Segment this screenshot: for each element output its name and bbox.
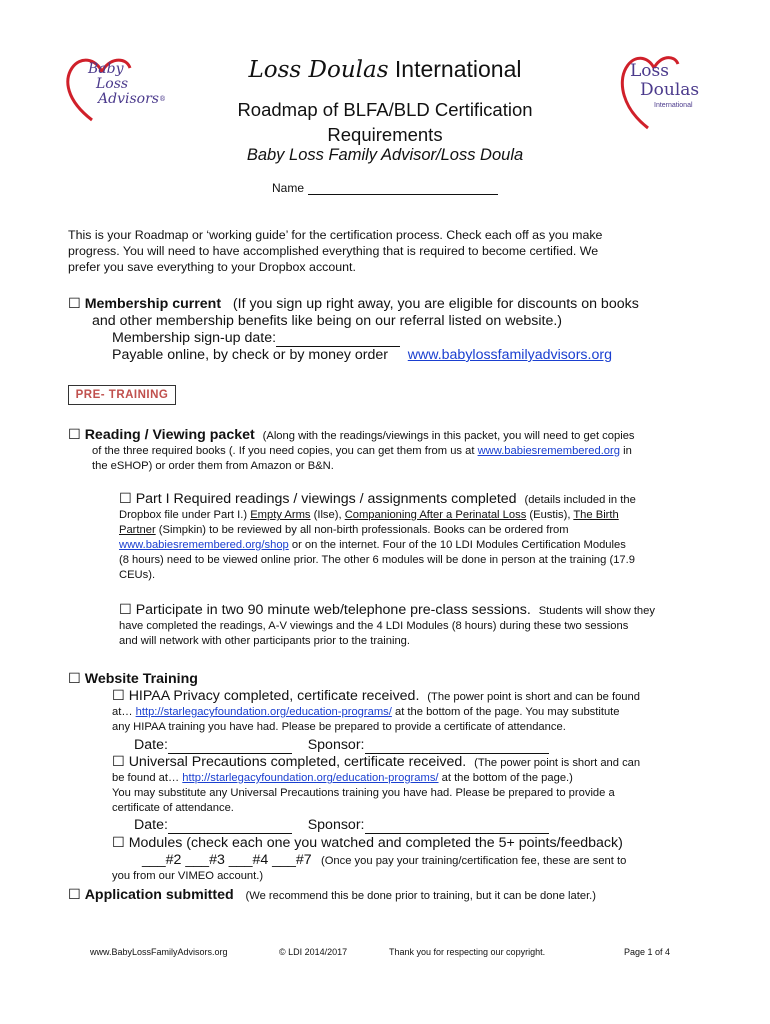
modules-items[interactable]: ___#2 ___#3 ___#4 ___#7: [142, 852, 312, 868]
logo-left-line2: Loss: [96, 76, 129, 92]
modules-text: you from our VIMEO account.): [112, 870, 264, 882]
membership-signup-blank[interactable]: [276, 332, 400, 347]
reading-title: Reading / Viewing packet: [84, 427, 255, 443]
hipaa-text: any HIPAA training you have had. Please be prepared to provide a certificate of attendance.: [112, 721, 566, 733]
sessions-checkbox[interactable]: ☐: [119, 602, 132, 618]
book-empty-arms: Empty Arms: [250, 509, 311, 521]
logo-right-line2: Doulas: [640, 80, 700, 100]
page-title: [0, 56, 770, 83]
up-text: be found at…: [112, 772, 183, 784]
membership-desc: (If you sign up right away, you are eligible for discounts on books: [232, 296, 639, 312]
reading-checkbox[interactable]: ☐: [68, 427, 81, 443]
part1-text: (Ilse),: [310, 509, 345, 521]
babiesremembered-shop-link[interactable]: www.babiesremembered.org/shop: [119, 539, 289, 551]
babiesremembered-link[interactable]: www.babiesremembered.org: [477, 445, 620, 457]
logo-right-line3: International: [654, 102, 693, 109]
logo-right-line1: Loss: [630, 61, 669, 81]
footer-copyright: © LDI 2014/2017: [279, 947, 348, 957]
hipaa-section: [112, 688, 712, 735]
application-detail: (We recommend this be done prior to training, but it can be done later.): [245, 890, 597, 902]
sponsor-label: Sponsor:: [307, 817, 365, 833]
membership-section: [68, 296, 718, 364]
part1-text: (8 hours) need to be viewed online prior. The other 6 modules will be done in person at the training (17.9: [119, 554, 635, 566]
intro-line: This is your Roadmap or ‘working guide’ for the certification process. Check each off as you make: [68, 228, 603, 242]
name-label: Name: [271, 181, 304, 195]
up-text: You may substitute any Universal Precautions training you have had. Please be prepared to provide a: [112, 787, 615, 799]
membership-checkbox[interactable]: ☐: [68, 296, 81, 312]
membership-title: Membership current: [84, 296, 222, 312]
name-field[interactable]: [0, 181, 770, 195]
website-checkbox[interactable]: ☐: [68, 671, 81, 687]
hipaa-checkbox[interactable]: ☐: [112, 688, 125, 704]
logo-left-mark: ®: [158, 95, 166, 103]
page-subtitle: [0, 97, 770, 147]
modules-detail: (Once you pay your training/certification fee, these are sent to: [320, 855, 627, 867]
modules-section: [112, 835, 712, 884]
sessions-text: and will network with other participants prior to the training.: [119, 635, 411, 647]
name-blank[interactable]: [308, 182, 498, 195]
title-script: Loss Doulas: [248, 57, 389, 83]
part1-text: or on the internet. Four of the 10 LDI Modules Certification Modules: [288, 539, 626, 551]
part1-title: Part I Required readings / viewings / assignments completed: [135, 491, 517, 507]
membership-payable: Payable online, by check or by money order: [112, 347, 389, 363]
hipaa-date-sponsor: [134, 737, 549, 754]
up-text: certificate of attendance.: [112, 802, 234, 814]
title-rest: International: [388, 56, 522, 82]
part1-text: CEUs).: [119, 569, 156, 581]
reading-desc: of the three required books (. If you need copies, you can get them from us at: [92, 445, 478, 457]
modules-title: Modules (check each one you watched and completed the 5+ points/feedback): [128, 835, 623, 851]
hipaa-text: at…: [112, 706, 136, 718]
pre-training-label: PRE- TRAINING: [68, 385, 176, 405]
starlegacy-link[interactable]: http://starlegacyfoundation.org/education-programs/: [182, 772, 439, 784]
sessions-text: have completed the readings, A-V viewings and the 4 LDI Modules (8 hours) during these two sessions: [119, 620, 629, 632]
book-birth-partner: Partner: [119, 524, 156, 536]
sponsor-blank[interactable]: [365, 739, 549, 754]
membership-link[interactable]: www.babylossfamilyadvisors.org: [407, 347, 612, 363]
date-blank[interactable]: [168, 819, 292, 834]
reading-section: [68, 427, 708, 474]
subtitle-line2: Requirements: [327, 124, 443, 145]
modules-checkbox[interactable]: ☐: [112, 835, 125, 851]
sessions-title: Participate in two 90 minute web/telephone pre-class sessions.: [135, 602, 531, 618]
reading-desc: the eSHOP) or order them from Amazon or B&N.: [92, 460, 334, 472]
part1-text: (Eustis),: [526, 509, 574, 521]
up-detail: (The power point is short and can: [474, 757, 641, 769]
reading-desc: (Along with the readings/viewings in this packet, you will need to get copies: [262, 430, 635, 442]
website-training-heading: [68, 671, 198, 688]
application-checkbox[interactable]: ☐: [68, 887, 81, 903]
website-title: Website Training: [84, 671, 198, 687]
starlegacy-link[interactable]: http://starlegacyfoundation.org/education-programs/: [135, 706, 392, 718]
sessions-detail: Students will show they: [538, 605, 655, 617]
logo-left-line1: Baby: [88, 61, 124, 77]
application-section: [68, 887, 708, 904]
subtitle-italic: Baby Loss Family Advisor/Loss Doula: [246, 146, 524, 164]
intro-line: progress. You will need to have accomplished everything that is required to become certified. We: [68, 244, 599, 258]
book-companioning: Companioning After a Perinatal Loss: [344, 509, 527, 521]
application-title: Application submitted: [84, 887, 234, 903]
sponsor-label: Sponsor:: [307, 737, 365, 753]
book-birth-partner: The Birth: [573, 509, 619, 521]
membership-desc: and other membership benefits like being on our referral listed on website.): [92, 313, 563, 329]
part1-text: Dropbox file under Part I.): [119, 509, 251, 521]
hipaa-detail: (The power point is short and can be found: [427, 691, 640, 703]
date-label: Date:: [134, 817, 168, 833]
part1-checkbox[interactable]: ☐: [119, 491, 132, 507]
hipaa-title: HIPAA Privacy completed, certificate received.: [128, 688, 420, 704]
footer-page-number: Page 1 of 4: [624, 947, 671, 957]
hipaa-text: at the bottom of the page. You may substitute: [391, 706, 620, 718]
part1-section: [119, 491, 699, 583]
up-checkbox[interactable]: ☐: [112, 754, 125, 770]
subtitle-line1: Roadmap of BLFA/BLD Certification: [237, 99, 533, 120]
reading-desc: in: [619, 445, 632, 457]
date-blank[interactable]: [168, 739, 292, 754]
up-text: at the bottom of the page.): [438, 772, 573, 784]
part1-detail: (details included in the: [524, 494, 636, 506]
date-label: Date:: [134, 737, 168, 753]
membership-signup-label: Membership sign-up date:: [112, 330, 277, 346]
intro-line: prefer you save everything to your Dropbox account.: [68, 260, 356, 274]
footer-site: www.BabyLossFamilyAdvisors.org: [90, 947, 228, 957]
universal-precautions-section: [112, 754, 712, 816]
sponsor-blank[interactable]: [365, 819, 549, 834]
up-title: Universal Precautions completed, certificate received.: [128, 754, 467, 770]
up-date-sponsor: [134, 817, 549, 834]
intro-paragraph: [68, 227, 708, 275]
logo-left-line3: Advisors: [98, 91, 159, 107]
footer-thanks: Thank you for respecting our copyright.: [389, 947, 546, 957]
part1-text: (Simpkin) to be reviewed by all non-birth professionals. Books can be ordered from: [155, 524, 569, 536]
sessions-section: [119, 602, 709, 649]
